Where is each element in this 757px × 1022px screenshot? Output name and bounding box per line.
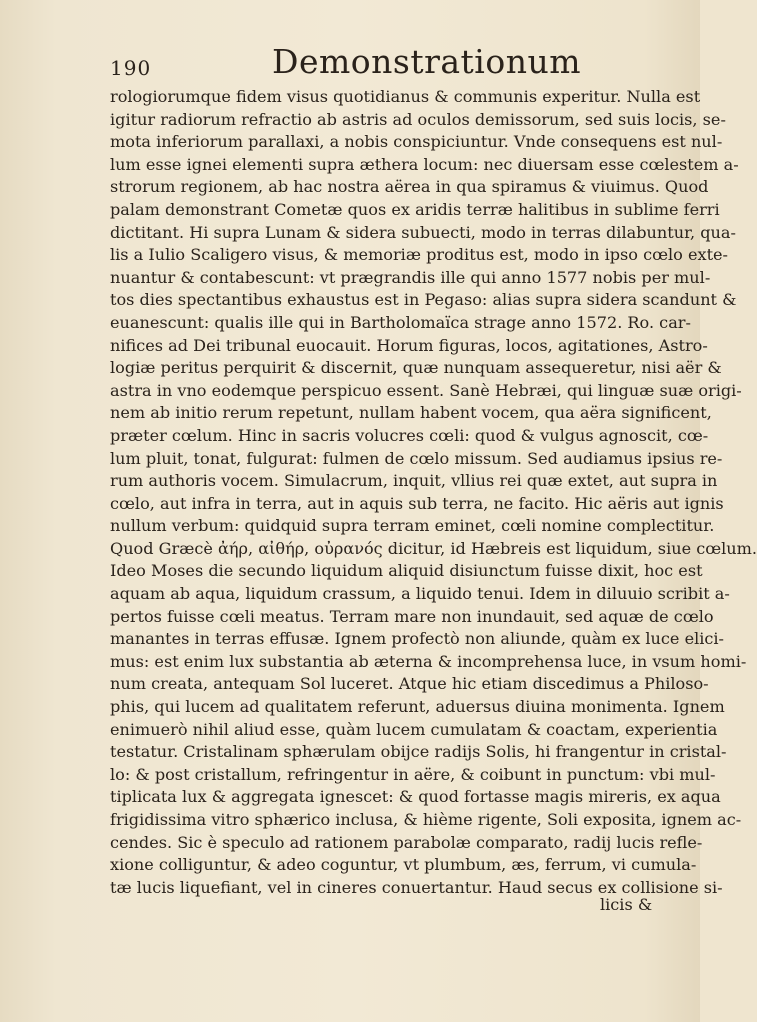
- running-title: Demonstrationum: [272, 42, 582, 81]
- text-line: num creata, antequam Sol luceret. Atque hic etiam discedimus a Philoso-: [110, 674, 709, 694]
- text-line: nullum verbum: quidquid supra terram eminet, cœli nomine complectitur.: [110, 516, 715, 536]
- text-line: pertos fuisse cœli meatus. Terram mare non inundauit, sed aquæ de cœlo: [110, 606, 714, 626]
- text-line: lo: & post cristallum, refringentur in aëre, & coibunt in punctum: vbi mul-: [110, 764, 716, 784]
- text-line: dictitant. Hi supra Lunam & sidera subuecti, modo in terras dilabuntur, qua-: [110, 222, 736, 242]
- text-line: lis a Iulio Scaligero visus, & memoriæ proditus est, modo in ipso cœlo exte-: [110, 245, 728, 265]
- text-line: rologiorumque fidem visus quotidianus & communis experitur. Nulla est: [110, 87, 701, 106]
- text-line: frigidissima vitro sphærico inclusa, & hième rigente, Soli exposita, ignem ac-: [110, 810, 742, 829]
- text-line: manantes in terras effusæ. Ignem profectò non aliunde, quàm ex luce elici-: [110, 629, 724, 649]
- text-line: xione colliguntur, & adeo coguntur, vt plumbum, æs, ferrum, vi cumula-: [110, 855, 697, 875]
- text-line: euanescunt: qualis ille qui in Bartholomaïca strage anno 1572. Ro. car-: [110, 312, 691, 332]
- text-line: tos dies spectantibus exhaustus est in Pegaso: alias supra sidera scandunt &: [110, 290, 737, 310]
- text-line: nifices ad Dei tribunal euocauit. Horum figuras, locos, agitationes, Astro-: [110, 335, 708, 355]
- text-line: Quod Græcè ἀήρ, αἰθήρ, οὐρανός dicitur, id Hæbreis est liquidum, siue cœlum.: [110, 538, 757, 558]
- page-header: [110, 42, 610, 86]
- text-line: testatur. Cristalinam sphærulam obijce radijs Solis, hi frangentur in cristal-: [110, 742, 727, 762]
- text-line: tæ lucis liquefiant, vel in cineres conuertantur. Haud secus ex collisione si-: [110, 877, 723, 897]
- text-line: cendes. Sic è speculo ad rationem parabolæ comparato, radij lucis refle-: [110, 832, 703, 852]
- catchword: licis &: [600, 895, 653, 914]
- text-line: enimuerò nihil aliud esse, quàm lucem cumulatam & coactam, experientia: [110, 719, 718, 739]
- text-line: palam demonstrant Cometæ quos ex aridis terræ halitibus in sublime ferri: [110, 199, 720, 219]
- text-line: strorum regionem, ab hac nostra aërea in qua spiramus & viuimus. Quod: [110, 177, 709, 197]
- page-number: 190: [110, 56, 152, 80]
- text-line: nem ab initio rerum repetunt, nullam habent vocem, qua aëra significent,: [110, 403, 712, 423]
- text-line: nuantur & contabescunt: vt prægrandis ille qui anno 1577 nobis per mul-: [110, 267, 711, 287]
- text-line: mus: est enim lux substantia ab æterna & incomprehensa luce, in vsum homi-: [110, 651, 747, 671]
- text-line: mota inferiorum parallaxi, a nobis conspiciuntur. Vnde consequens est nul-: [110, 132, 723, 152]
- text-line: tiplicata lux & aggregata ignescet: & quod fortasse magis mireris, ex aqua: [110, 787, 721, 807]
- text-line: igitur radiorum refractio ab astris ad oculos demissorum, sed suis locis, se-: [110, 109, 726, 129]
- body-text: [110, 86, 757, 899]
- text-line: aquam ab aqua, liquidum crassum, a liquido tenui. Idem in diluuio scribit a-: [110, 584, 730, 604]
- text-line: cœlo, aut infra in terra, aut in aquis sub terra, ne facito. Hic aëris aut ignis: [110, 493, 724, 513]
- text-line: lum pluit, tonat, fulgurat: fulmen de cœlo missum. Sed audiamus ipsius re-: [110, 448, 723, 468]
- text-line: lum esse ignei elementi supra æthera locum: nec diuersam esse cœlestem a-: [110, 154, 739, 174]
- text-line: Ideo Moses die secundo liquidum aliquid disiunctum fuisse dixit, hoc est: [110, 561, 703, 581]
- text-line: phis, qui lucem ad qualitatem referunt, aduersus diuina monimenta. Ignem: [110, 697, 725, 717]
- text-line: præter cœlum. Hinc in sacris volucres cœli: quod & vulgus agnoscit, cœ-: [110, 425, 709, 445]
- text-line: rum authoris vocem. Simulacrum, inquit, vllius rei quæ extet, aut supra in: [110, 471, 718, 491]
- text-line: astra in vno eodemque perspicuo essent. Sanè Hebræi, qui linguæ suæ origi-: [110, 380, 742, 400]
- text-line: logiæ peritus perquirit & discernit, quæ nunquam assequeretur, nisi aër &: [110, 358, 722, 378]
